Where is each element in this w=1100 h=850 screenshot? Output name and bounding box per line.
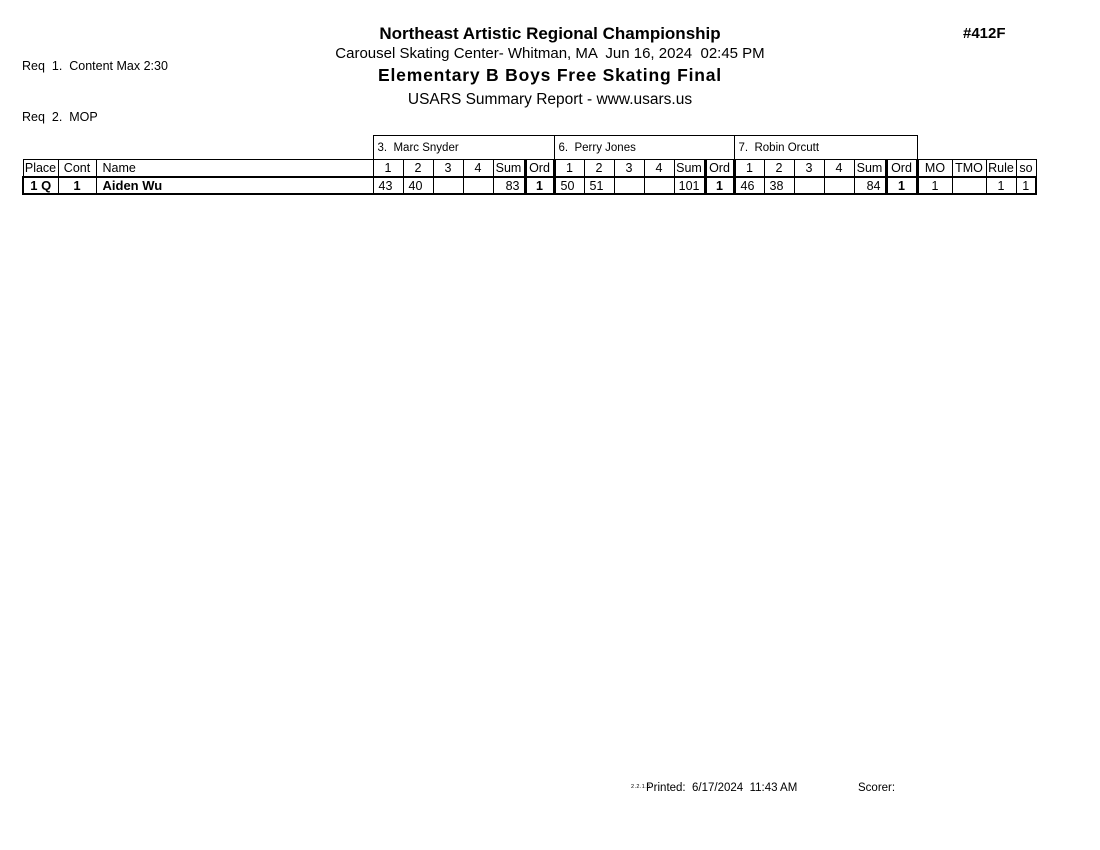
cell-tmo [952, 177, 986, 194]
header-j2-sum: Sum [674, 160, 705, 178]
cell-j1-sum: 83 [493, 177, 525, 194]
judge-2-name: 6. Perry Jones [554, 136, 734, 160]
venue-date-line: Carousel Skating Center- Whitman, MA Jun 16, 2024 02:45 PM [335, 45, 765, 62]
event-title: Elementary B Boys Free Skating Final [378, 65, 722, 85]
results-table [22, 135, 1037, 195]
judge-row-left-spacer [23, 136, 373, 160]
championship-title: Northeast Artistic Regional Championship [379, 24, 721, 43]
header-j3-4: 4 [824, 160, 854, 178]
cell-j2-ord: 1 [705, 177, 734, 194]
header-name: Name [96, 160, 373, 178]
header-j1-sum: Sum [493, 160, 525, 178]
header-mo: MO [917, 160, 952, 178]
printed-timestamp: Printed: 6/17/2024 11:43 AM [646, 782, 798, 794]
cell-j2-score4 [644, 177, 674, 194]
cell-j3-sum: 84 [854, 177, 886, 194]
cell-so: 1 [1016, 177, 1036, 194]
column-header-row [23, 160, 1036, 178]
header-rule: Rule [986, 160, 1016, 178]
header-place: Place [24, 161, 57, 175]
cell-j1-ord: 1 [525, 177, 554, 194]
cell-j2-score3 [614, 177, 644, 194]
judge-row-right-spacer [917, 136, 1036, 160]
event-number: #412F [963, 25, 1006, 42]
cell-j2-sum: 101 [674, 177, 705, 194]
cell-skater-name: Aiden Wu [96, 177, 373, 194]
header-j1-2: 2 [403, 160, 433, 178]
report-type-title: USARS Summary Report - www.usars.us [407, 91, 693, 108]
cell-rule: 1 [986, 177, 1016, 194]
requirement-line-2: Req 2. MOP [22, 110, 98, 124]
cell-j2-score1: 50 [554, 177, 584, 194]
judge-1-name: 3. Marc Snyder [373, 136, 554, 160]
cell-j1-score4 [463, 177, 493, 194]
cell-j1-score2: 40 [403, 177, 433, 194]
header-j2-ord: Ord [705, 160, 734, 178]
cell-j2-score2: 51 [584, 177, 614, 194]
header-j3-ord: Ord [886, 160, 917, 178]
header-j3-1: 1 [734, 160, 764, 178]
header-tmo: TMO [952, 160, 986, 178]
header-so: so [1016, 160, 1036, 178]
header-j1-3: 3 [433, 160, 463, 178]
requirement-line-1: Req 1. Content Max 2:30 [22, 59, 168, 73]
header-j1-4: 4 [463, 160, 493, 178]
header-cont: Cont [58, 160, 96, 178]
software-version: 2.2.1.5 [631, 784, 651, 790]
cell-j1-score3 [433, 177, 463, 194]
cell-j3-score4 [824, 177, 854, 194]
cell-j3-score3 [794, 177, 824, 194]
judge-header-row [23, 136, 1036, 160]
header-j3-2: 2 [764, 160, 794, 178]
header-j1-1: 1 [373, 160, 403, 178]
header-j2-2: 2 [584, 160, 614, 178]
cell-cont: 1 [58, 177, 96, 194]
cell-j1-score1: 43 [373, 177, 403, 194]
cell-j3-score1: 46 [734, 177, 764, 194]
cell-mo: 1 [917, 177, 952, 194]
report-header [0, 24, 1100, 112]
header-j2-1: 1 [554, 160, 584, 178]
cell-place: 1 Q [23, 177, 58, 194]
scorer-label: Scorer: [858, 782, 896, 794]
cell-j3-ord: 1 [886, 177, 917, 194]
judge-3-name: 7. Robin Orcutt [734, 136, 917, 160]
header-j3-sum: Sum [854, 160, 886, 178]
cell-j3-score2: 38 [764, 177, 794, 194]
header-j2-4: 4 [644, 160, 674, 178]
skater-result-row [23, 177, 1036, 194]
header-j3-3: 3 [794, 160, 824, 178]
header-j1-ord: Ord [525, 160, 554, 178]
header-j2-3: 3 [614, 160, 644, 178]
